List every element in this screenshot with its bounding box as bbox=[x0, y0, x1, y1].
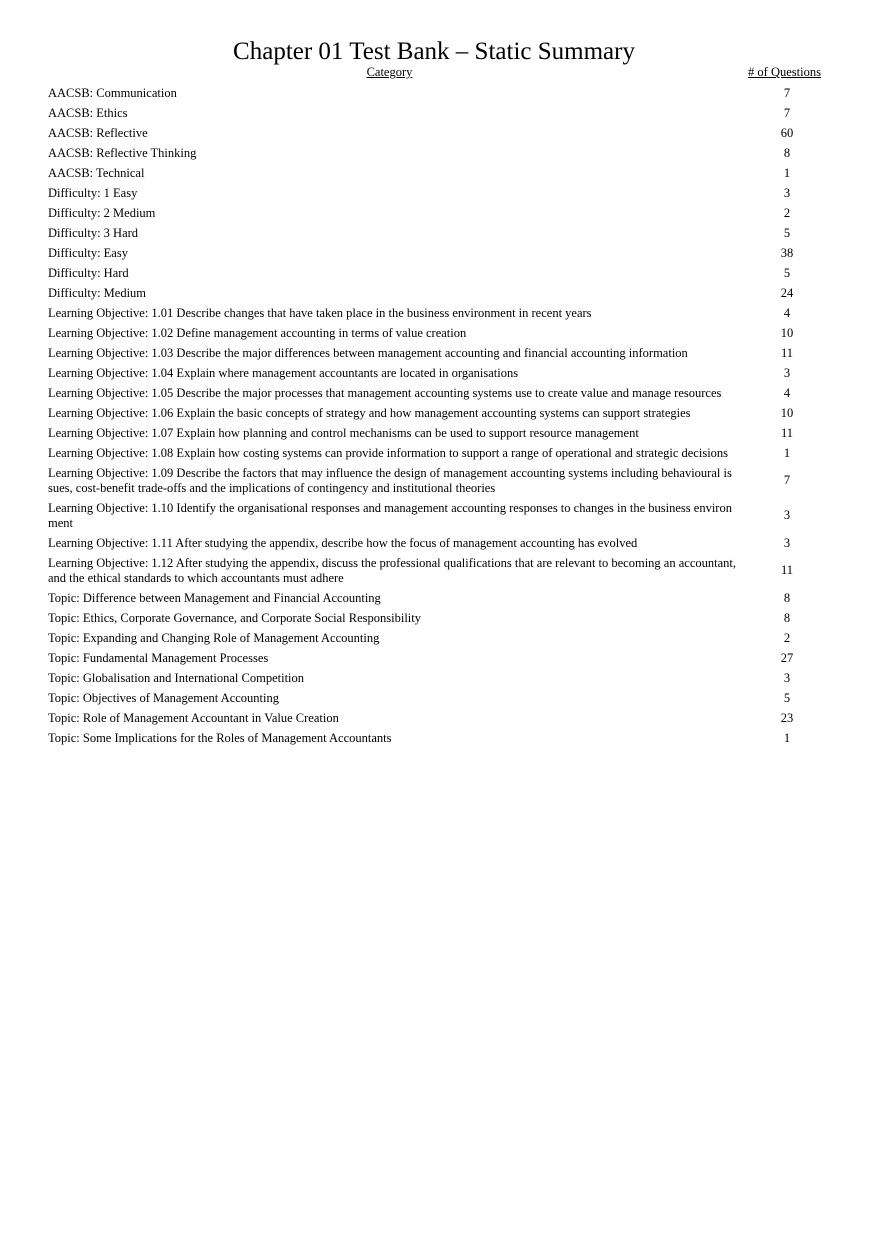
category-cell: Difficulty: 1 Easy bbox=[48, 186, 138, 200]
question-count-cell: 27 bbox=[780, 650, 794, 665]
question-count-cell: 8 bbox=[783, 610, 791, 625]
table-row bbox=[48, 283, 838, 303]
table-row bbox=[48, 103, 838, 123]
table-row bbox=[48, 403, 838, 423]
table-row bbox=[48, 443, 838, 463]
question-count-cell: 2 bbox=[783, 630, 791, 645]
question-count-cell: 7 bbox=[783, 473, 791, 487]
question-count-cell: 11 bbox=[780, 345, 794, 360]
category-cell: Topic: Globalisation and International Competition bbox=[48, 671, 305, 685]
category-cell: Difficulty: Medium bbox=[48, 286, 147, 300]
table-row bbox=[48, 463, 838, 498]
table-row bbox=[48, 533, 838, 553]
category-cell: Topic: Expanding and Changing Role of Management Accounting bbox=[48, 631, 380, 645]
question-count-column-header: # of Questions bbox=[748, 65, 821, 79]
question-count-cell: 2 bbox=[783, 205, 791, 220]
category-cell: Topic: Objectives of Management Accounting bbox=[48, 691, 280, 705]
category-cell: Learning Objective: 1.07 Explain how planning and control mechanisms can be used to support resource management bbox=[48, 426, 639, 440]
table-row bbox=[48, 203, 838, 223]
question-count-cell: 23 bbox=[780, 710, 794, 725]
summary-table bbox=[48, 83, 838, 748]
category-cell: Learning Objective: 1.10 Identify the organisational responses and management accounting responses to changes in the business environment bbox=[48, 501, 732, 530]
question-count-cell: 8 bbox=[783, 145, 791, 160]
question-count-cell: 38 bbox=[780, 245, 794, 260]
category-cell: Learning Objective: 1.04 Explain where management accountants are located in organisations bbox=[48, 366, 519, 380]
table-row bbox=[48, 588, 838, 608]
table-row bbox=[48, 303, 838, 323]
category-cell: Topic: Difference between Management and Financial Accounting bbox=[48, 591, 381, 605]
question-count-cell: 8 bbox=[783, 590, 791, 605]
category-cell: Difficulty: 2 Medium bbox=[48, 206, 156, 220]
table-row bbox=[48, 143, 838, 163]
category-cell: Topic: Role of Management Accountant in Value Creation bbox=[48, 711, 339, 725]
category-cell: Learning Objective: 1.02 Define management accounting in terms of value creation bbox=[48, 326, 467, 340]
question-count-cell: 24 bbox=[780, 285, 794, 300]
question-count-cell: 3 bbox=[783, 508, 791, 522]
category-cell: Learning Objective: 1.01 Describe changes that have taken place in the business environment in recent years bbox=[48, 306, 592, 320]
question-count-cell: 5 bbox=[783, 225, 791, 240]
table-row bbox=[48, 708, 838, 728]
category-cell: Learning Objective: 1.03 Describe the major differences between management accounting and financial accounting information bbox=[48, 346, 688, 360]
question-count-cell: 1 bbox=[783, 730, 791, 745]
category-cell: AACSB: Technical bbox=[48, 166, 145, 180]
question-count-cell: 3 bbox=[783, 365, 791, 380]
table-row bbox=[48, 688, 838, 708]
table-row bbox=[48, 263, 838, 283]
table-row bbox=[48, 243, 838, 263]
table-row bbox=[48, 323, 838, 343]
question-count-cell: 5 bbox=[783, 265, 791, 280]
question-count-cell: 60 bbox=[780, 125, 794, 140]
question-count-cell: 7 bbox=[783, 85, 791, 100]
page-title: Chapter 01 Test Bank – Static Summary bbox=[233, 38, 635, 65]
question-count-cell: 11 bbox=[780, 425, 794, 440]
question-count-cell: 3 bbox=[783, 535, 791, 550]
table-row bbox=[48, 343, 838, 363]
category-cell: Difficulty: 3 Hard bbox=[48, 226, 139, 240]
question-count-cell: 1 bbox=[783, 445, 791, 460]
question-count-cell: 3 bbox=[783, 185, 791, 200]
category-cell: Topic: Fundamental Management Processes bbox=[48, 651, 269, 665]
table-row bbox=[48, 648, 838, 668]
category-cell: AACSB: Ethics bbox=[48, 106, 128, 120]
category-cell: Learning Objective: 1.08 Explain how costing systems can provide information to support a range of operational and strategic decisions bbox=[48, 446, 729, 460]
category-column-header: Category bbox=[366, 65, 413, 79]
category-cell: Learning Objective: 1.09 Describe the factors that may influence the design of management accounting systems including behavioural issues, cost-benefit trade-offs and the implications of contingency and institutional theories bbox=[48, 466, 732, 495]
table-row bbox=[48, 628, 838, 648]
question-count-cell: 5 bbox=[783, 690, 791, 705]
question-count-cell: 10 bbox=[780, 405, 794, 420]
category-cell: Learning Objective: 1.06 Explain the basic concepts of strategy and how management accounting systems can support strategies bbox=[48, 406, 691, 420]
category-cell: Difficulty: Hard bbox=[48, 266, 129, 280]
category-cell: Topic: Ethics, Corporate Governance, and Corporate Social Responsibility bbox=[48, 611, 421, 625]
question-count-cell: 1 bbox=[783, 165, 791, 180]
table-row bbox=[48, 123, 838, 143]
table-row bbox=[48, 498, 838, 533]
question-count-cell: 7 bbox=[783, 105, 791, 120]
table-row bbox=[48, 668, 838, 688]
question-count-cell: 4 bbox=[783, 305, 791, 320]
category-cell: Difficulty: Easy bbox=[48, 246, 128, 260]
category-cell: AACSB: Communication bbox=[48, 86, 177, 100]
question-count-cell: 11 bbox=[780, 563, 794, 577]
category-cell: AACSB: Reflective bbox=[48, 126, 148, 140]
table-row bbox=[48, 553, 838, 588]
category-cell: Learning Objective: 1.05 Describe the major processes that management accounting systems use to create value and manage resources bbox=[48, 386, 722, 400]
question-count-cell: 10 bbox=[780, 325, 794, 340]
question-count-cell: 4 bbox=[783, 385, 791, 400]
table-row bbox=[48, 363, 838, 383]
table-row bbox=[48, 183, 838, 203]
table-row bbox=[48, 223, 838, 243]
category-cell: Topic: Some Implications for the Roles of Management Accountants bbox=[48, 731, 392, 745]
table-row bbox=[48, 83, 838, 103]
table-row bbox=[48, 383, 838, 403]
table-row bbox=[48, 608, 838, 628]
summary-table-body bbox=[48, 83, 838, 748]
table-row bbox=[48, 423, 838, 443]
table-row bbox=[48, 728, 838, 748]
table-row bbox=[48, 163, 838, 183]
category-cell: AACSB: Reflective Thinking bbox=[48, 146, 197, 160]
category-cell: Learning Objective: 1.12 After studying the appendix, discuss the professional qualifications that are relevant to becoming an accountant, and the ethical standards to which accountants must adhere bbox=[48, 556, 736, 585]
table-header bbox=[48, 64, 838, 80]
question-count-cell: 3 bbox=[783, 670, 791, 685]
category-cell: Learning Objective: 1.11 After studying the appendix, describe how the focus of management accounting has evolved bbox=[48, 536, 638, 550]
